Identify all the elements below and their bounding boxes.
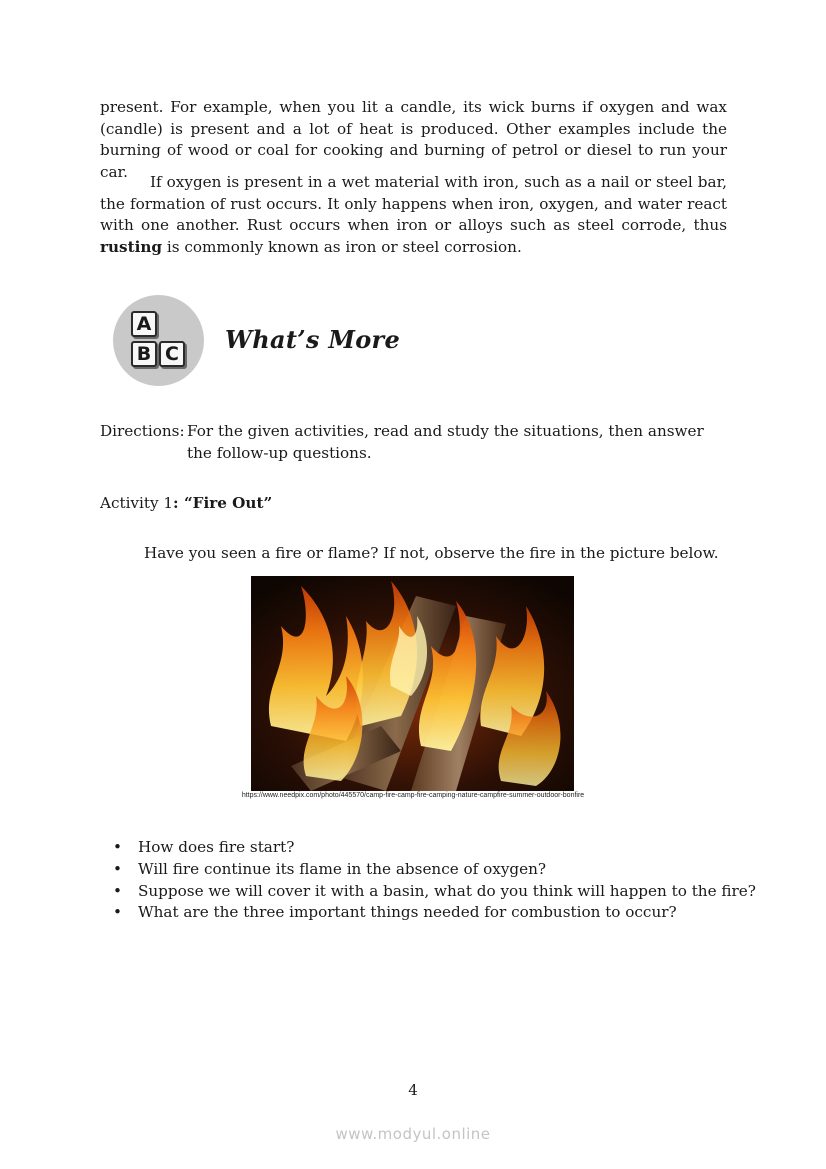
directions [100, 421, 732, 464]
list-item [113, 881, 756, 903]
question-text: Suppose we will cover it with a basin, what do you think will happen to the fire? [138, 881, 756, 900]
list-item [113, 859, 756, 881]
rusting-term: rusting [100, 237, 163, 256]
block-c-icon: C [159, 341, 185, 367]
paragraph-rusting [100, 172, 727, 258]
page-number: 4 [408, 1081, 418, 1099]
bullet-icon: • [113, 859, 122, 878]
paragraph-combustion-examples: present. For example, when you lit a candle, its wick burns if oxygen and wax (candle) is present and a lot of heat is produced. Other examples include the burning of wood or coal for cooking and burning of petrol or diesel to run your car. [100, 98, 727, 181]
question-text: Will fire continue its flame in the absence of oxygen? [138, 859, 547, 878]
list-item [113, 902, 756, 924]
campfire-illustration [251, 576, 574, 791]
image-credit: https://www.needpix.com/photo/445570/camp-fire-camp-fire-camping-nature-campfire-summer-outdoor-bonfire [241, 792, 585, 799]
rusting-text-start: If oxygen is present in a wet material with iron, such as a nail or steel bar, the formation of rust occurs. It only happens when iron, oxygen, and water react with one another. Rust occurs when iron or alloys such as steel corrode, thus [100, 173, 727, 234]
question-text: What are the three important things needed for combustion to occur? [138, 903, 677, 922]
bullet-icon: • [113, 881, 122, 900]
rusting-text-end: is commonly known as iron or steel corrosion. [162, 237, 522, 256]
directions-text: For the given activities, read and study the situations, then answer the follow-up questions. [187, 422, 704, 462]
list-item [113, 837, 756, 859]
question-text: How does fire start? [138, 838, 295, 856]
question-list [113, 837, 756, 924]
bullet-icon: • [113, 903, 122, 922]
watermark: www.modyul.online [335, 1125, 491, 1143]
section-title: What’s More [225, 325, 401, 354]
abc-blocks-icon [113, 295, 204, 386]
block-a-icon: A [131, 311, 157, 337]
directions-label: Directions: [100, 422, 185, 440]
activity-title: : “Fire Out” [173, 494, 273, 512]
bullet-icon: • [113, 838, 122, 856]
block-b-icon: B [131, 341, 157, 367]
activity-intro: Have you seen a fire or flame? If not, observe the fire in the picture below. [144, 544, 719, 562]
campfire-photo [251, 576, 574, 791]
activity-heading [100, 493, 272, 515]
activity-number: Activity 1 [100, 494, 174, 512]
